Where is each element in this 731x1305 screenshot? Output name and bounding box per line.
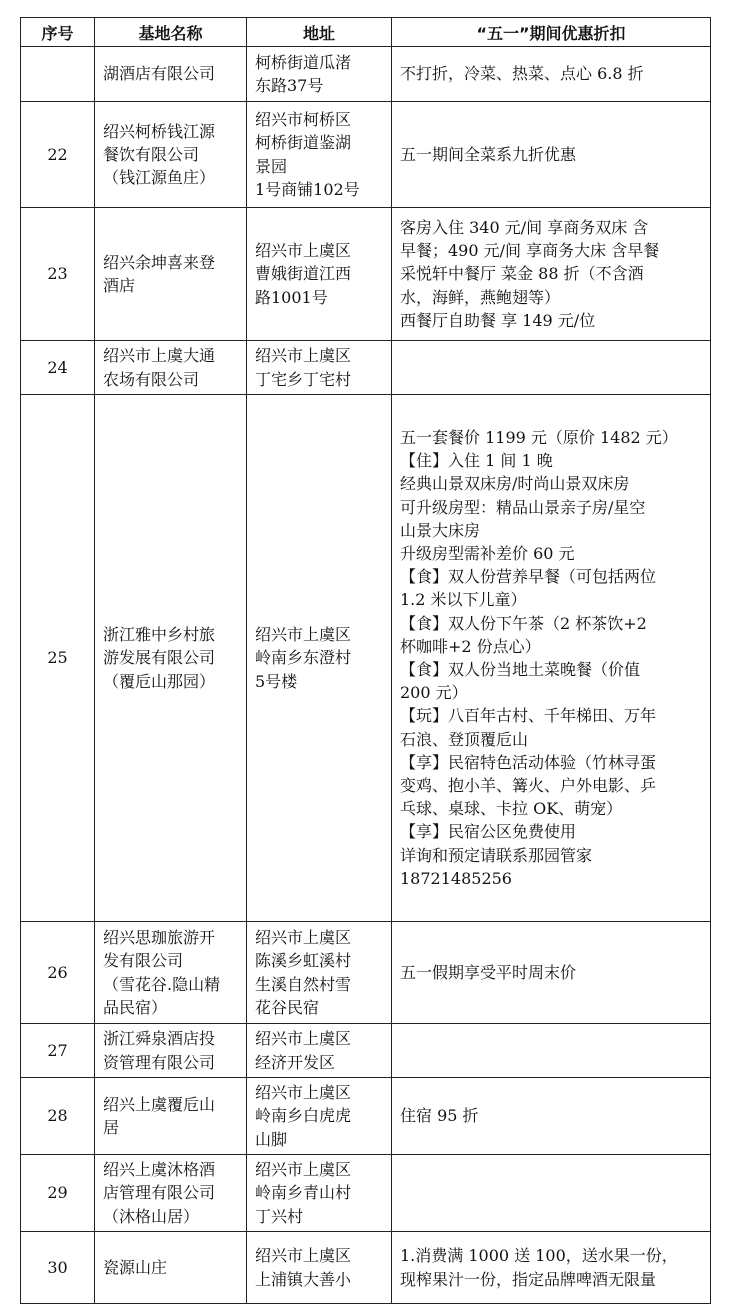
discount-text-line: 【食】双人份营养早餐（可包括两位 (400, 567, 657, 587)
discount-text-line: 【享】民宿公区免费使用 (400, 822, 577, 842)
base-address (247, 395, 392, 922)
discount-text-line: 五一期间全菜系九折优惠 (400, 144, 577, 164)
discount-text-line: 详询和预定请联系那园管家 (400, 845, 593, 865)
discount-text-line: 【住】入住 1 间 1 晚 (400, 451, 553, 471)
header-name: 基地名称 (95, 18, 247, 47)
base-address-line: 绍兴市上虞区 (255, 1029, 352, 1049)
base-name-line: 绍兴思珈旅游开 (103, 928, 216, 948)
discount-text-line: 早餐；490 元/间 享商务大床 含早餐 (400, 241, 660, 261)
discount-text-line: 五一假期享受平时周末价 (400, 962, 577, 982)
base-name-line: 发有限公司 (103, 951, 184, 971)
discount-text-line: 杯咖啡+2 份点心） (400, 636, 541, 656)
base-name (95, 1024, 247, 1078)
discount-text-line: 现榨果汁一份，指定品牌啤酒无限量 (400, 1269, 657, 1289)
base-address-line: 花谷民宿 (255, 997, 320, 1017)
base-name (95, 1232, 247, 1304)
base-address-line: 岭南乡东澄村 (255, 648, 352, 668)
table-row (21, 1024, 711, 1078)
base-name-line: 餐饮有限公司 (103, 144, 200, 164)
discount-text-line: 客房入住 340 元/间 享商务双床 含 (400, 217, 649, 237)
base-address-line: 绍兴市柯桥区 (255, 110, 352, 130)
base-address-line: 柯桥街道瓜渚 (255, 52, 352, 72)
discount-text-line: 可升级房型：精品山景亲子房/星空 (400, 497, 646, 517)
base-address (247, 1232, 392, 1304)
discount-text-line: 1.消费满 1000 送 100，送水果一份， (400, 1246, 678, 1266)
discount-text (392, 1078, 711, 1155)
base-name-line: 浙江舜泉酒店投 (103, 1029, 216, 1049)
table-row (21, 102, 711, 208)
discount-text (392, 47, 711, 102)
base-name-line: 湖酒店有限公司 (103, 64, 216, 84)
discount-text (392, 1024, 711, 1078)
base-address-line: 陈溪乡虹溪村 (255, 951, 352, 971)
base-name-line: 品民宿） (103, 997, 168, 1017)
base-name-line: （沐格山居） (103, 1206, 200, 1226)
base-address-line: 绍兴市上虞区 (255, 1246, 352, 1266)
table-row (21, 208, 711, 341)
discount-text-line: 西餐厅自助餐 享 149 元/位 (400, 310, 596, 330)
base-address-line: 岭南乡青山村 (255, 1183, 352, 1203)
base-address-line: 岭南乡白虎虎 (255, 1106, 352, 1126)
base-address-line: 绍兴市上虞区 (255, 928, 352, 948)
base-address-line: 景园 (255, 156, 288, 176)
base-name-line: 资管理有限公司 (103, 1052, 216, 1072)
base-name-line: 居 (103, 1118, 120, 1137)
discount-table (20, 17, 711, 1304)
base-address (247, 1155, 392, 1232)
base-name-line: 店管理有限公司 (103, 1183, 216, 1203)
discount-text-line: 山景大床房 (400, 520, 481, 540)
base-address-line: 山脚 (255, 1129, 288, 1149)
table-row (21, 1155, 711, 1232)
base-address (247, 47, 392, 102)
discount-text-line: 不打折，冷菜、热菜、点心 6.8 折 (400, 64, 644, 84)
table-row (21, 922, 711, 1024)
base-name-line: 浙江雅中乡村旅 (103, 625, 216, 645)
discount-text-line: 五一套餐价 1199 元（原价 1482 元） (400, 427, 678, 447)
base-address (247, 341, 392, 395)
base-name (95, 1155, 247, 1232)
base-address-line: 柯桥街道鉴湖 (255, 133, 352, 153)
base-name-line: 酒店 (103, 276, 136, 295)
base-address-line: 绍兴市上虞区 (255, 1083, 352, 1103)
discount-text (392, 102, 711, 208)
base-address-line: 绍兴市上虞区 (255, 625, 352, 645)
discount-text (392, 1232, 711, 1304)
row-index: 23 (21, 208, 95, 341)
base-name-line: 绍兴柯桥钱江源 (103, 121, 216, 141)
base-address-line: 丁宅乡丁宅村 (255, 369, 352, 389)
discount-text-line: 升级房型需补差价 60 元 (400, 543, 575, 563)
base-name-line: （钱江源鱼庄） (103, 168, 216, 188)
discount-text (392, 1155, 711, 1232)
base-name (95, 395, 247, 922)
row-index: 28 (21, 1078, 95, 1155)
table-row (21, 341, 711, 395)
discount-text (392, 208, 711, 341)
base-name (95, 47, 247, 102)
base-address-line: 绍兴市上虞区 (255, 1160, 352, 1180)
base-address-line: 丁兴村 (255, 1206, 304, 1226)
base-name-line: 绍兴余坤喜来登 (103, 252, 216, 272)
table-row (21, 1078, 711, 1155)
base-name-line: 绍兴上虞沐格酒 (103, 1160, 216, 1180)
base-name (95, 208, 247, 341)
discount-text-line: 水，海鲜，燕鲍翅等） (400, 287, 561, 307)
row-index: 26 (21, 922, 95, 1024)
table-row (21, 1232, 711, 1304)
discount-text-line: 住宿 95 折 (400, 1106, 479, 1126)
discount-text-line: 18721485256 (400, 868, 512, 888)
discount-text (392, 395, 711, 922)
base-address (247, 922, 392, 1024)
base-name (95, 1078, 247, 1155)
base-address (247, 1024, 392, 1078)
discount-text-line: 乓球、桌球、卡拉 OK、萌宠） (400, 799, 623, 819)
base-name-line: 绍兴市上虞大通 (103, 346, 216, 366)
base-address-line: 5号楼 (255, 671, 298, 691)
base-name (95, 922, 247, 1024)
discount-text (392, 922, 711, 1024)
header-address: 地址 (247, 18, 392, 47)
base-address-line: 上浦镇大善小 (255, 1269, 352, 1289)
base-name-line: 绍兴上虞覆卮山 (103, 1094, 216, 1114)
discount-text (392, 341, 711, 395)
base-name-line: （雪花谷.隐山精 (103, 974, 221, 994)
row-index: 27 (21, 1024, 95, 1078)
discount-text-line: 采悦轩中餐厅 菜金 88 折（不含酒 (400, 264, 644, 284)
discount-text-line: 【玩】八百年古村、千年梯田、万年 (400, 706, 657, 726)
base-address-line: 路1001号 (255, 287, 328, 307)
base-address-line: 生溪自然村雪 (255, 974, 352, 994)
base-name-line: （覆卮山那园） (103, 671, 216, 691)
row-index: 25 (21, 395, 95, 922)
base-address (247, 1078, 392, 1155)
header-discount: “五一”期间优惠折扣 (392, 18, 711, 47)
discount-text-line: 1.2 米以下儿童） (400, 590, 527, 610)
row-index: 30 (21, 1232, 95, 1304)
header-row (21, 18, 711, 47)
discount-text-line: 200 元） (400, 683, 468, 703)
base-name (95, 102, 247, 208)
discount-text-line: 经典山景双床房/时尚山景双床房 (400, 474, 630, 494)
header-index: 序号 (21, 18, 95, 47)
base-address-line: 曹娥街道江西 (255, 264, 352, 284)
discount-text-line: 石浪、登顶覆卮山 (400, 729, 529, 749)
base-address-line: 绍兴市上虞区 (255, 241, 352, 261)
table-row (21, 47, 711, 102)
row-index (21, 47, 95, 102)
base-name-line: 游发展有限公司 (103, 648, 216, 668)
discount-text-line: 【食】双人份下午茶（2 杯茶饮+2 (400, 613, 647, 633)
base-name (95, 341, 247, 395)
base-address-line: 1号商铺102号 (255, 179, 360, 199)
base-name-line: 瓷源山庄 (103, 1257, 168, 1277)
table-row (21, 395, 711, 922)
discount-text-line: 【食】双人份当地土菜晚餐（价值 (400, 660, 641, 679)
base-address (247, 208, 392, 341)
base-address (247, 102, 392, 208)
row-index: 29 (21, 1155, 95, 1232)
discount-text-line: 变鸡、抱小羊、篝火、户外电影、乒 (400, 776, 657, 796)
base-address-line: 绍兴市上虞区 (255, 346, 352, 366)
row-index: 22 (21, 102, 95, 208)
base-address-line: 经济开发区 (255, 1052, 336, 1072)
base-name-line: 农场有限公司 (103, 369, 200, 389)
base-address-line: 东路37号 (255, 76, 324, 95)
discount-text-line: 【享】民宿特色活动体验（竹林寻蛋 (400, 752, 657, 772)
row-index: 24 (21, 341, 95, 395)
